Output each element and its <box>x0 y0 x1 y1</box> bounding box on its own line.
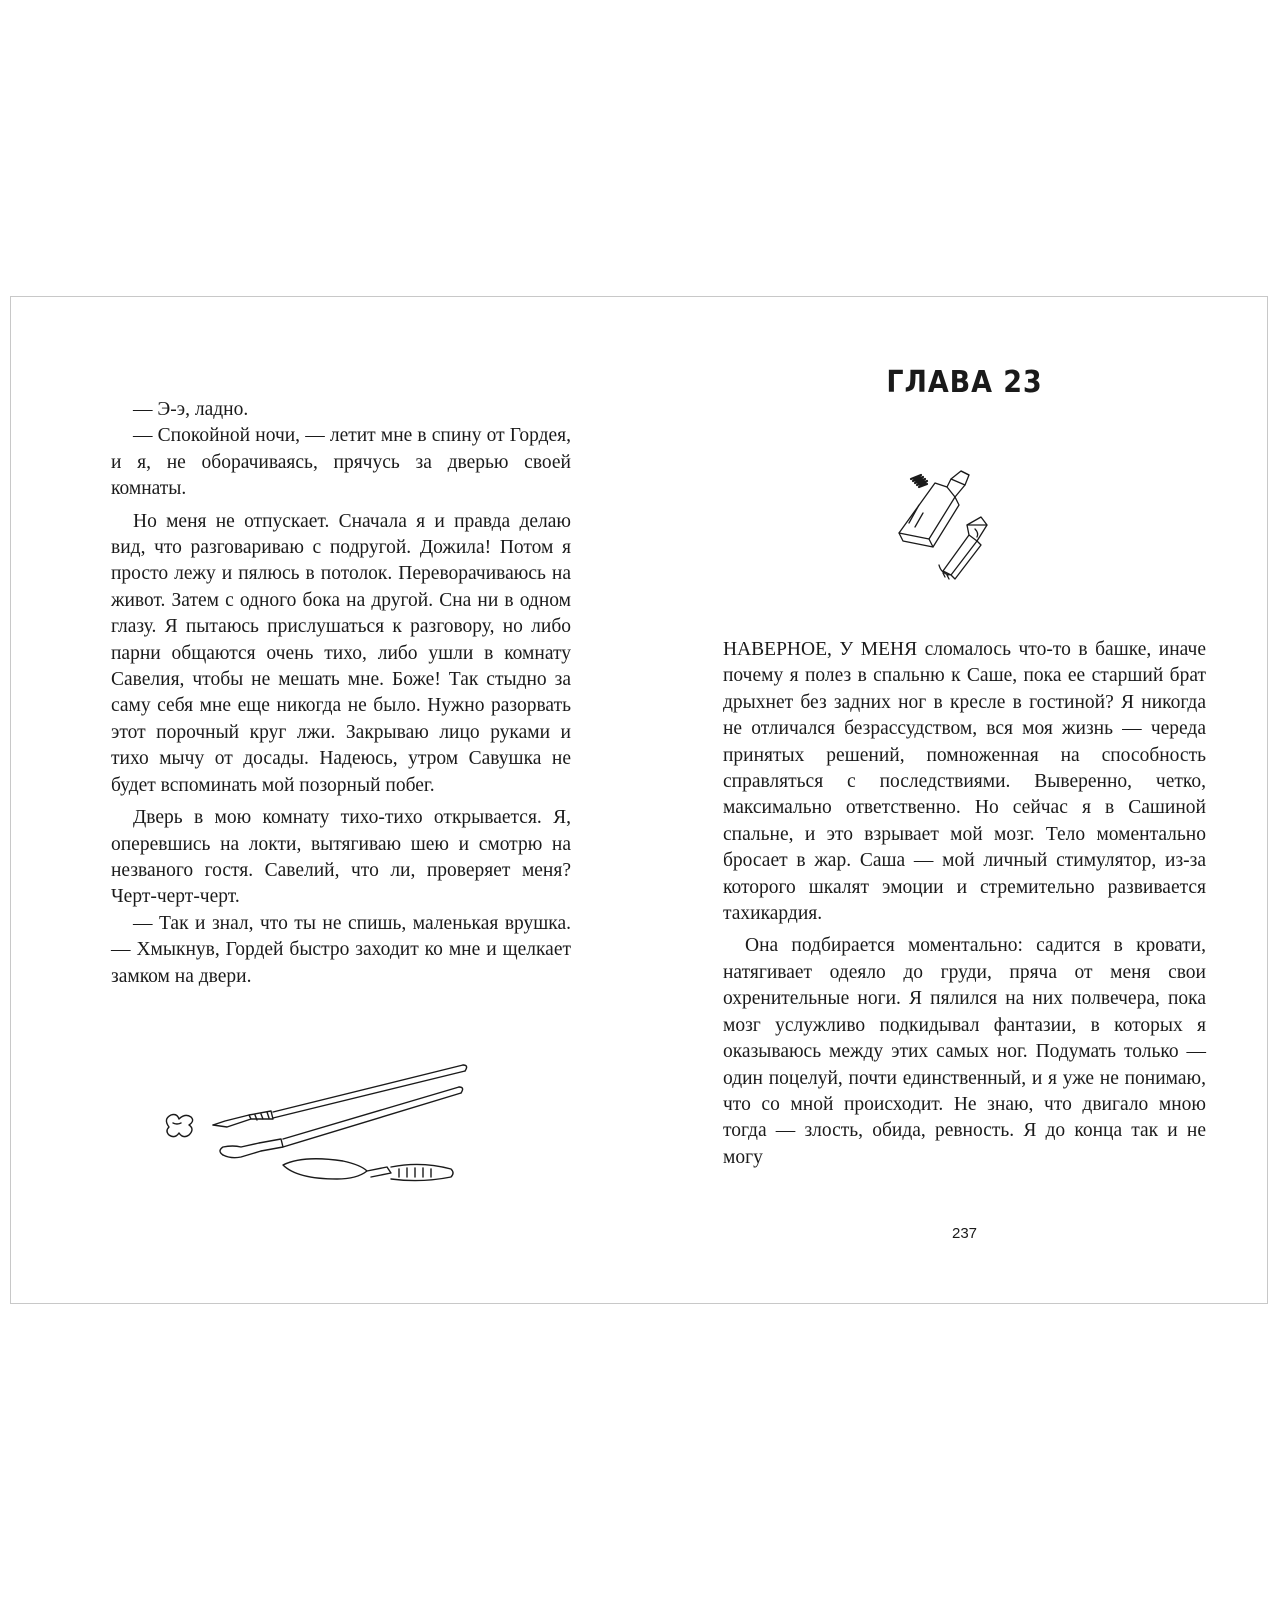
left-paragraph-5: — Так и знал, что ты не спишь, маленькая врушка. — Хмыкнув, Гордей быстро заходит ко мне и щелкает замком на двери. <box>111 912 571 987</box>
left-paragraph-3: Но меня не отпускает. Сначала я и правда делаю вид, что разговариваю с подругой. Дожила! Потом я просто лежу и пялюсь в потолок. Переворачиваюсь на живот. Затем с одного бока на другой. Сна ни в одном глазу. Я пытаюсь прислушаться к разговору, но либо парни общаются очень тихо, либо ушли в комнату Савелия, чтобы не мешать мне. Боже! Так стыдно за саму себя мне еще никогда не было. Нужно разорвать этот порочный круг лжи. Закрываю лицо руками и тихо мычу от досады. Надеюсь, утром Савушка не будет вспоминать мой позорный побег. <box>111 510 571 796</box>
right-paragraph-1: НАВЕРНОЕ, У МЕНЯ сломалось что-то в башке, иначе почему я полез в спальню к Саше, пока ее старший брат дрыхнет без задних ног в кресле в гостиной? Я никогда не отличался безрассудством, вся моя жизнь — череда принятых решений, помноженная на способность справляться с последствиями. Выверенно, четко, максимально ответственно. Но сейчас я в Сашиной спальне, и это взрывает мой мозг. Тело моментально бросает в жар. Саша — мой личный стимулятор, из-за которого шкалят эмоции и стремительно развивается тахикардия. <box>723 639 1206 925</box>
page-number: 237 <box>951 1225 978 1242</box>
right-paragraph-2: Она подбирается моментально: садится в кровати, натягивает одеяло до груди, пряча от меня свои охренительные ноги. Я пялился на них полвечера, пока мозг услужливо подкидывал фантазии, в которых я оказываюсь между этих самых ног. Подумать только — один поцелуй, почти единственный, и я уже не понимаю, что со мной происходит. Не знаю, что двигало мною тогда — злость, обида, ревность. Я до конца так и не могу <box>723 935 1206 1168</box>
left-paragraph-4: Дверь в мою комнату тихо-тихо открывается. Я, оперевшись на локти, вытягиваю шею и смотрю на незваного гостя. Савелий, что ли, проверяет меня? Черт-черт-черт. <box>111 807 571 908</box>
brushes-and-palette-knife-icon <box>151 1057 471 1187</box>
paint-tubes-icon <box>889 461 999 581</box>
left-paragraph-2: — Спокойной ночи, — летит мне в спину от Гордея, и я, не оборачиваясь, прячусь за дверью своей комнаты. <box>111 425 571 500</box>
book-spread <box>10 296 1268 1304</box>
left-page <box>111 397 571 990</box>
left-paragraph-1: — Э-э, ладно. <box>133 399 249 420</box>
right-page <box>723 637 1206 1171</box>
chapter-title: ГЛАВА 23 <box>886 365 1043 400</box>
